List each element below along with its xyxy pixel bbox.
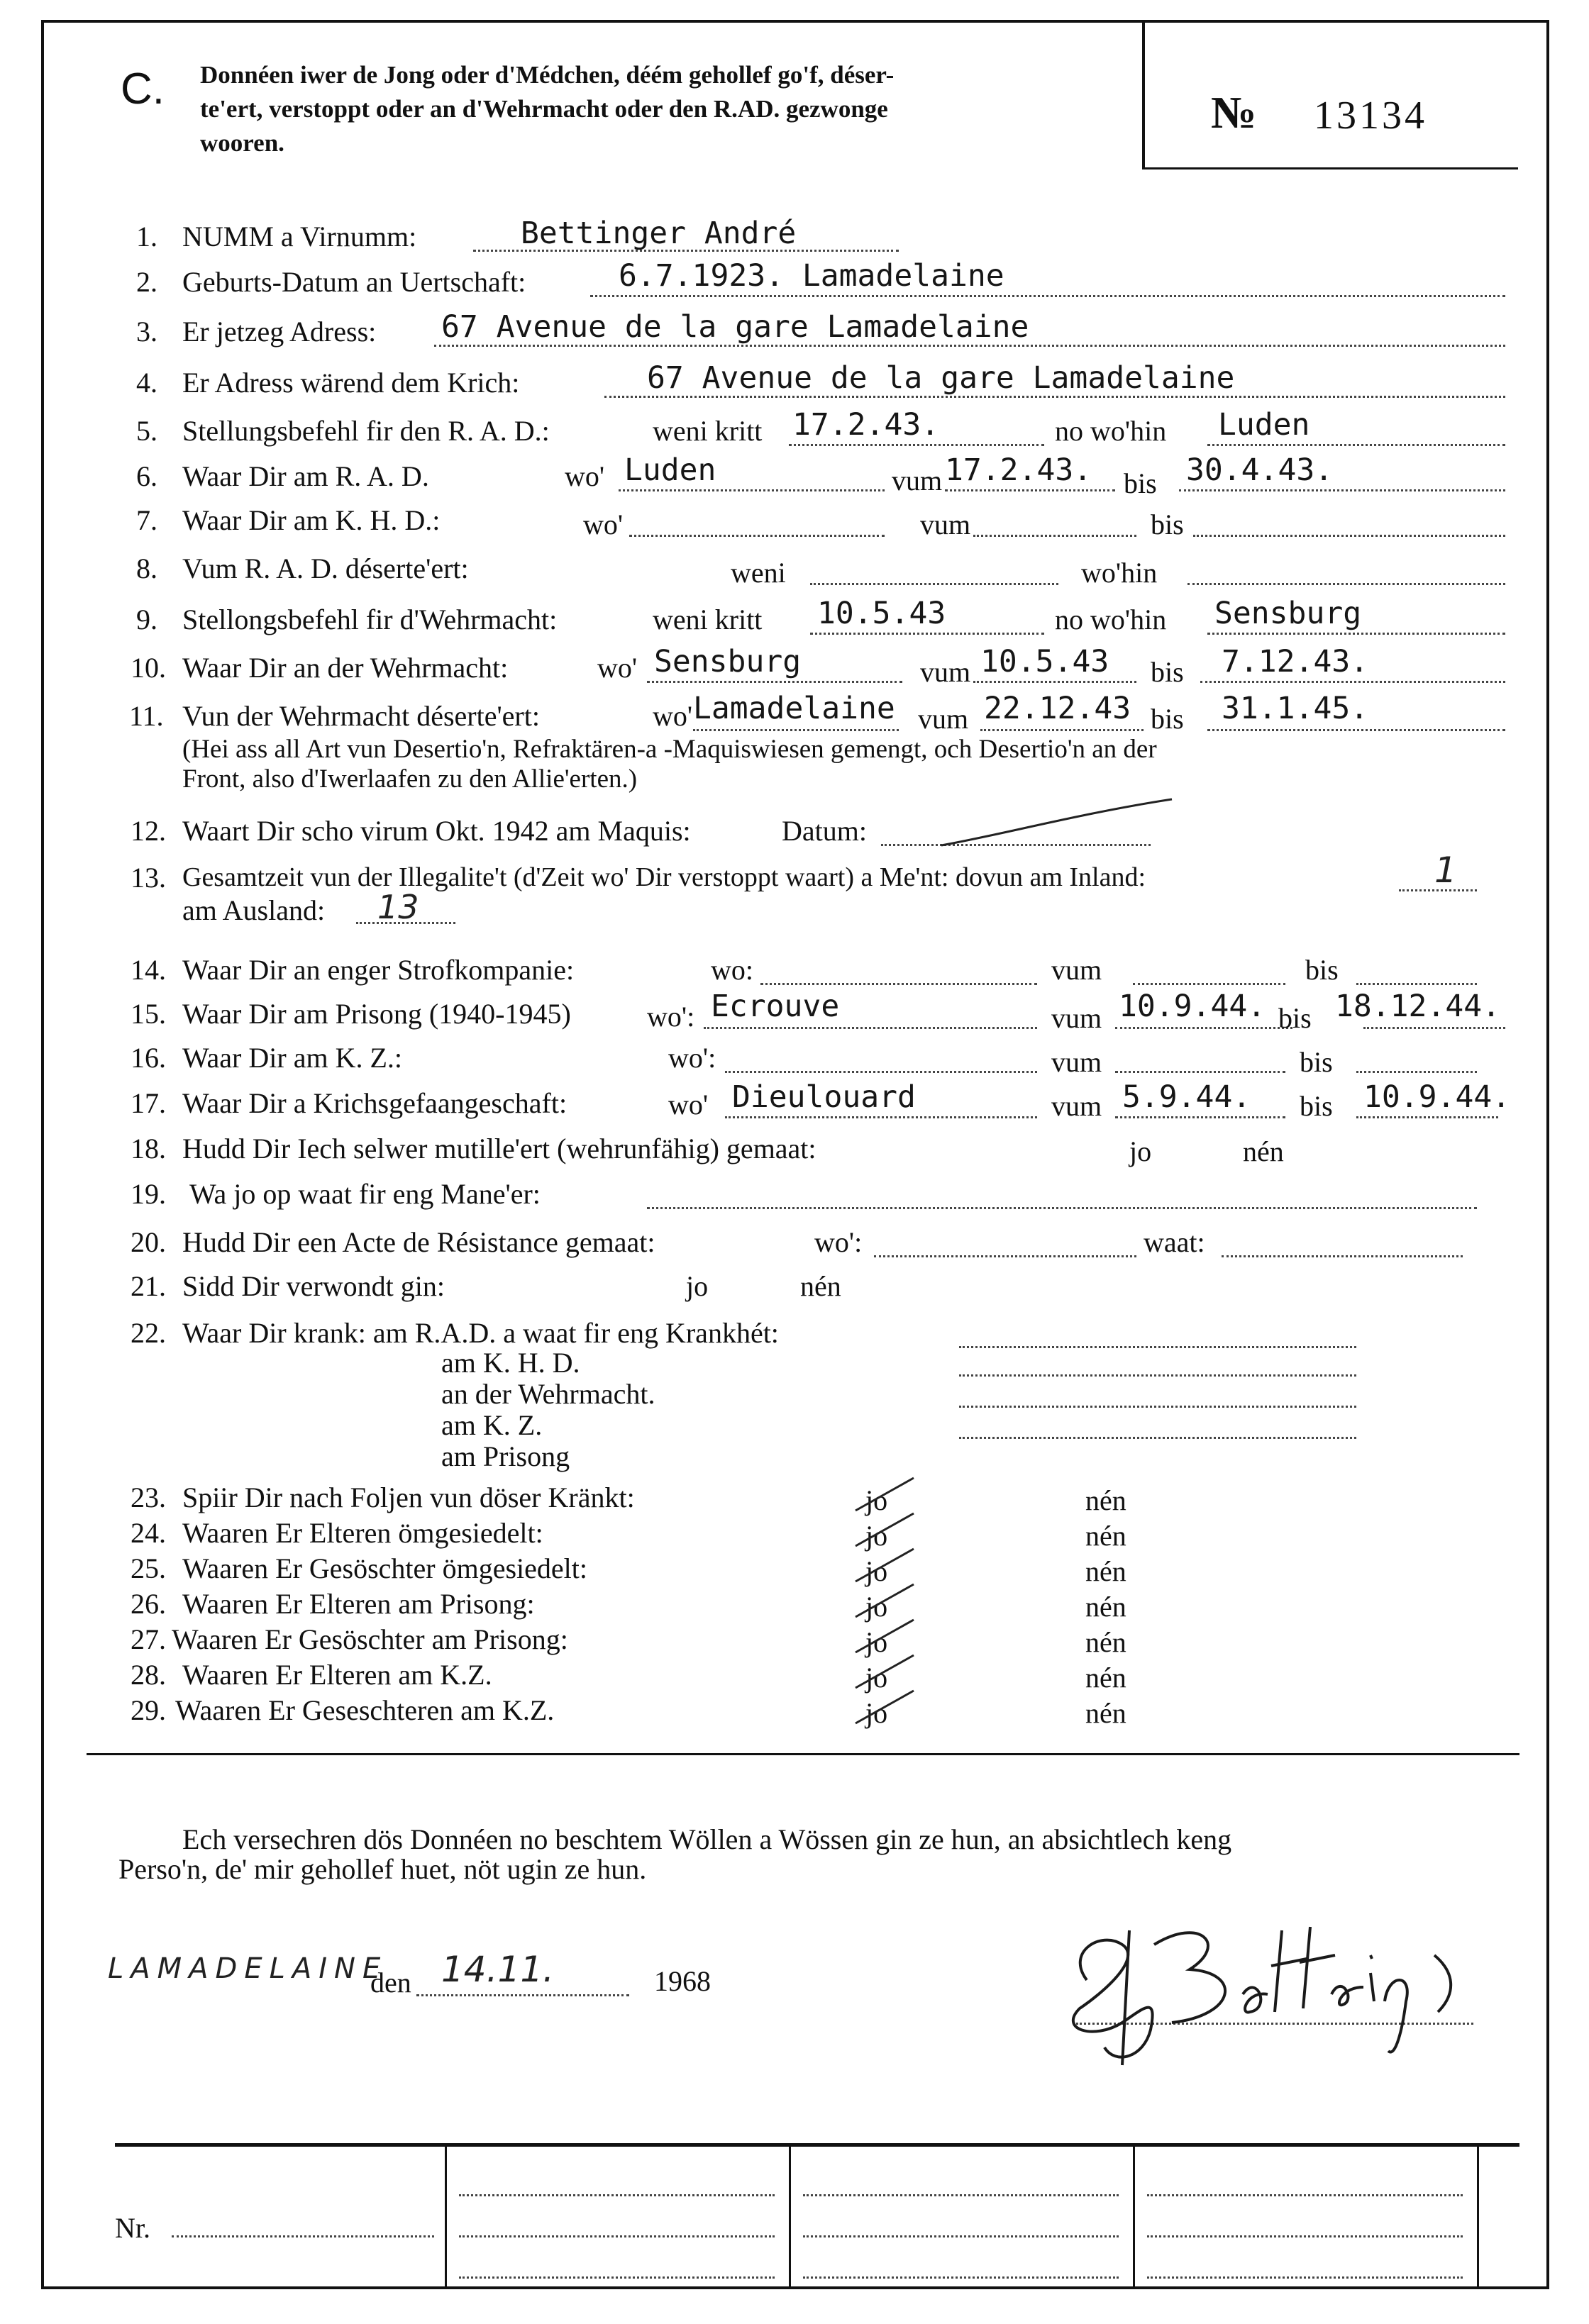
desertion-from: 22.12.43 — [984, 691, 1131, 726]
row-label: Waaren Er Gesöschter ömgesiedelt: — [182, 1552, 587, 1584]
prison-to: 18.12.44. — [1335, 989, 1500, 1024]
row-number: 9. — [136, 604, 157, 635]
row-word: Datum: — [782, 815, 867, 847]
row-word: wo' — [583, 508, 624, 540]
row-label: Waar Dir krank: am R.A.D. a waat fir eng Krankhét: — [182, 1317, 779, 1349]
field-line — [1147, 2194, 1463, 2196]
signing-place: LAMADELAINE — [108, 1952, 388, 1985]
captivity-to: 10.9.44. — [1363, 1079, 1511, 1115]
row-number: 1. — [136, 221, 157, 252]
nen-option: nén — [800, 1270, 841, 1302]
field-line — [803, 2276, 1119, 2279]
field-line — [959, 1374, 1356, 1377]
row-label: Hudd Dir Iech selwer mutille'ert (wehrunfähig) gemaat: — [182, 1133, 816, 1164]
row-number: 28. — [131, 1659, 166, 1691]
nen-option: nén — [1085, 1626, 1126, 1658]
row-label: Spiir Dir nach Foljen vun döser Kränkt: — [182, 1481, 635, 1513]
form-page — [41, 20, 1549, 2289]
row-label: Waar Dir am K. Z.: — [182, 1042, 402, 1074]
row-number: 16. — [131, 1042, 166, 1074]
row-label: Waar Dir am R. A. D. — [182, 460, 429, 492]
row-number: 24. — [131, 1517, 166, 1549]
row-label: Waar Dir am K. H. D.: — [182, 504, 441, 536]
name-value: Bettinger André — [521, 216, 797, 251]
illness-sub: am K. H. D. — [441, 1347, 580, 1379]
row-word: wo' — [597, 652, 638, 684]
field-line — [959, 1346, 1356, 1348]
field-line — [803, 2194, 1119, 2196]
field-line — [803, 2235, 1119, 2237]
field-line — [1207, 444, 1505, 446]
wehrmacht-order-date: 10.5.43 — [817, 596, 946, 631]
field-line — [1193, 535, 1505, 537]
row-number: 14. — [131, 954, 166, 986]
row-number: 20. — [131, 1226, 166, 1258]
field-line — [416, 1994, 629, 1996]
desertion-to: 31.1.45. — [1222, 691, 1369, 726]
row-number: 29. — [131, 1694, 166, 1726]
field-line — [1356, 1071, 1477, 1073]
jo-option: jo — [865, 1697, 888, 1729]
row-label: NUMM a Virnumm: — [182, 221, 417, 252]
illegality-inland: 1 — [1434, 850, 1457, 891]
row-word: vum — [920, 508, 971, 540]
form-title-line2: te'ert, verstoppt oder an d'Wehrmacht oder den R.AD. gezwonge — [200, 95, 888, 123]
field-line — [459, 2235, 775, 2237]
field-line — [959, 1437, 1356, 1439]
field-line — [1115, 1116, 1285, 1118]
illness-sub: am K. Z. — [441, 1409, 543, 1441]
row-number: 3. — [136, 316, 157, 348]
field-line — [1207, 633, 1505, 635]
illness-sub: am Prisong — [441, 1440, 570, 1472]
footer-col-divider — [1477, 2143, 1479, 2289]
row-number: 25. — [131, 1552, 166, 1584]
row-word: no wo'hin — [1055, 415, 1167, 447]
address-field-line — [434, 345, 1505, 347]
field-line — [1356, 1116, 1498, 1118]
row-label: Waaren Er Elteren ömgesiedelt: — [182, 1517, 543, 1549]
row-word: bis — [1151, 656, 1184, 688]
jo-option: jo — [1129, 1135, 1152, 1167]
field-line — [973, 535, 1136, 537]
form-letter: C. — [121, 65, 165, 113]
address-value: 67 Avenue de la gare Lamadelaine — [441, 309, 1029, 345]
illegality-abroad: 13 — [377, 888, 419, 926]
desertion-note-line2: Front, also d'Iwerlaafen zu den Allie'erten.) — [182, 765, 638, 794]
header-divider — [1142, 23, 1145, 167]
declaration-line1: Ech versechren dös Donnéen no beschtem Wöllen a Wössen gin ze hun, an absichtlech keng — [182, 1823, 1232, 1855]
row-number: 10. — [131, 652, 166, 684]
field-line — [1147, 2276, 1463, 2279]
signature — [1037, 1888, 1477, 2079]
nen-option: nén — [1085, 1484, 1126, 1516]
row-word: wo' — [653, 700, 693, 732]
strike-mark — [853, 1686, 917, 1729]
captivity-from: 5.9.44. — [1122, 1079, 1251, 1115]
row-number: 26. — [131, 1588, 166, 1620]
row-label: Er Adress wärend dem Krich: — [182, 367, 520, 399]
field-line — [1200, 681, 1505, 683]
field-line — [959, 1406, 1356, 1408]
field-line — [810, 633, 1044, 635]
row-word: vum — [918, 703, 969, 735]
row-number: 11. — [129, 700, 164, 732]
field-line — [1187, 583, 1505, 585]
row-label: Waaren Er Gesöschter am Prisong: — [172, 1623, 568, 1655]
field-line — [1207, 729, 1505, 731]
row-word: weni — [731, 557, 786, 589]
footer-nr-label: Nr. — [115, 2212, 150, 2244]
row-label: Vum R. A. D. déserte'ert: — [182, 552, 469, 584]
section-rule — [87, 1753, 1519, 1755]
row-word: wo: — [711, 954, 753, 986]
birth-field-line — [590, 295, 1505, 297]
row-word: bis — [1305, 954, 1339, 986]
row-label: Waart Dir scho virum Okt. 1942 am Maquis: — [182, 815, 691, 847]
row-label: Hudd Dir een Acte de Résistance gemaat: — [182, 1226, 655, 1258]
row-label: Stellungsbefehl fir den R. A. D.: — [182, 415, 550, 447]
birth-value: 6.7.1923. Lamadelaine — [619, 258, 1004, 294]
row-label: Waar Dir a Krichsgefaangeschaft: — [182, 1087, 568, 1119]
footer-col-divider — [445, 2143, 447, 2289]
desertion-note-line1: (Hei ass all Art vun Desertio'n, Refraktären-a -Maquiswiesen gemengt, och Desertio'n an der — [182, 735, 1157, 764]
row-word: no wo'hin — [1055, 604, 1167, 635]
row-word: bis — [1151, 508, 1184, 540]
jo-option: jo — [686, 1270, 709, 1302]
row-word: weni kritt — [653, 415, 763, 447]
signing-date: 14.11. — [441, 1949, 555, 1990]
field-line — [459, 2194, 775, 2196]
row-number: 22. — [131, 1317, 166, 1349]
row-number: 21. — [131, 1270, 166, 1302]
row-word: wo' — [668, 1089, 709, 1121]
jo-option: jo — [865, 1484, 888, 1516]
field-line — [1222, 1255, 1463, 1257]
field-line — [725, 1071, 1037, 1073]
field-line — [1133, 983, 1285, 985]
field-line — [789, 444, 1044, 446]
captivity-place: Dieulouard — [732, 1079, 916, 1115]
field-line — [1115, 1027, 1292, 1029]
field-line — [1147, 2235, 1463, 2237]
field-line — [810, 583, 1058, 585]
form-number: 13134 — [1314, 94, 1427, 138]
row-number: 6. — [136, 460, 157, 492]
field-line — [172, 2235, 434, 2237]
desertion-place: Lamadelaine — [693, 691, 895, 726]
field-line — [1356, 983, 1477, 985]
field-line — [647, 681, 902, 683]
field-line — [945, 489, 1115, 491]
nen-option: nén — [1085, 1555, 1126, 1587]
field-line — [980, 729, 1144, 731]
row-word: vum — [920, 656, 971, 688]
illness-sub: an der Wehrmacht. — [441, 1378, 655, 1410]
row-word: wo': — [668, 1042, 716, 1074]
field-line — [973, 681, 1136, 683]
row-label: Waaren Er Elteren am Prisong: — [182, 1588, 535, 1620]
row-word: wo': — [814, 1226, 863, 1258]
row-label: Waaren Er Geseschteren am K.Z. — [175, 1694, 555, 1726]
footer-rule-top — [115, 2143, 1519, 2147]
row-word: bis — [1278, 1002, 1312, 1034]
field-line — [1115, 1071, 1285, 1073]
field-line — [1363, 1027, 1505, 1029]
row-word: bis — [1300, 1046, 1333, 1078]
row-label: Waar Dir an der Wehrmacht: — [182, 652, 509, 684]
row-word: vum — [1051, 954, 1102, 986]
row-number: 7. — [136, 504, 157, 536]
header-rule — [1142, 167, 1518, 169]
field-line — [760, 983, 1037, 985]
row-label: Wa jo op waat fir eng Mane'er: — [189, 1178, 541, 1210]
row-word: bis — [1151, 703, 1184, 735]
row-word: wo'hin — [1081, 557, 1158, 589]
row-word: bis — [1300, 1090, 1333, 1122]
field-line — [619, 489, 885, 491]
row-word: vum — [892, 465, 943, 496]
wehrmacht-order-place: Sensburg — [1214, 596, 1362, 631]
row-word: vum — [1051, 1046, 1102, 1078]
field-line — [629, 535, 885, 537]
row-word: wo' — [565, 460, 605, 492]
row-number: 2. — [136, 266, 157, 298]
row-number: 4. — [136, 367, 157, 399]
field-line — [1179, 489, 1505, 491]
wehrmacht-to: 7.12.43. — [1222, 644, 1369, 679]
row-label: am Ausland: — [182, 894, 326, 926]
prison-from: 10.9.44. — [1119, 989, 1266, 1024]
row-label: Gesamtzeit vun der Illegalite't (d'Zeit wo' Dir verstoppt waart) a Me'nt: dovun am Inland: — [182, 862, 1146, 892]
form-title-line3: wooren. — [200, 129, 284, 157]
row-label: Vun der Wehrmacht déserte'ert: — [182, 700, 540, 732]
row-label: Stellongsbefehl fir d'Wehrmacht: — [182, 604, 558, 635]
field-line — [647, 1207, 1477, 1209]
row-number: 27. — [131, 1623, 166, 1655]
row-word: weni kritt — [653, 604, 763, 635]
field-line — [459, 2276, 775, 2279]
nen-option: nén — [1243, 1135, 1284, 1167]
row-number: 13. — [131, 862, 166, 894]
row-number: 5. — [136, 415, 157, 447]
form-title-line1: Donnéen iwer de Jong oder d'Médchen, déém gehollef go'f, déser- — [200, 61, 895, 89]
jo-option: jo — [865, 1520, 888, 1552]
row-word: wo': — [647, 1001, 695, 1033]
rad-place: Luden — [624, 452, 716, 488]
row-word: vum — [1051, 1090, 1102, 1122]
rad-order-place: Luden — [1218, 407, 1310, 443]
rad-order-date: 17.2.43. — [792, 407, 940, 443]
date-den: den — [370, 1967, 411, 1998]
row-label: Waar Dir an enger Strofkompanie: — [182, 954, 575, 986]
declaration-line2: Perso'n, de' mir gehollef huet, nöt ugin ze hun. — [118, 1853, 647, 1885]
row-label: Sidd Dir verwondt gin: — [182, 1270, 445, 1302]
nen-option: nén — [1085, 1697, 1126, 1729]
footer-col-divider — [789, 2143, 791, 2289]
row-word: vum — [1051, 1002, 1102, 1034]
jo-option: jo — [865, 1555, 888, 1587]
row-label: Geburts-Datum an Uertschaft: — [182, 266, 526, 298]
row-label: Waaren Er Elteren am K.Z. — [182, 1659, 492, 1691]
rad-from: 17.2.43. — [945, 452, 1092, 488]
prison-place: Ecrouve — [711, 989, 840, 1024]
nen-option: nén — [1085, 1520, 1126, 1552]
blank-stroke — [938, 796, 1179, 852]
jo-option: jo — [865, 1662, 888, 1694]
jo-option: jo — [865, 1626, 888, 1658]
row-word: waat: — [1144, 1226, 1205, 1258]
field-line — [704, 1027, 1037, 1029]
war-address-value: 67 Avenue de la gare Lamadelaine — [647, 360, 1235, 396]
field-line — [693, 729, 899, 731]
rad-to: 30.4.43. — [1186, 452, 1334, 488]
signing-year: 1968 — [654, 1965, 711, 1997]
war-address-field-line — [604, 396, 1505, 398]
nen-option: nén — [1085, 1662, 1126, 1694]
row-number: 15. — [131, 998, 166, 1030]
field-line — [874, 1255, 1136, 1257]
row-number: 18. — [131, 1133, 166, 1164]
wehrmacht-place: Sensburg — [654, 644, 802, 679]
row-number: 12. — [131, 815, 166, 847]
jo-option: jo — [865, 1591, 888, 1623]
nen-option: nén — [1085, 1591, 1126, 1623]
wehrmacht-from: 10.5.43 — [980, 644, 1109, 679]
footer-col-divider — [1133, 2143, 1135, 2289]
row-label: Waar Dir am Prisong (1940-1945) — [182, 998, 571, 1030]
field-line — [725, 1116, 1037, 1118]
row-number: 19. — [131, 1178, 166, 1210]
number-symbol: № — [1211, 87, 1257, 138]
row-word: bis — [1124, 467, 1157, 499]
row-number: 17. — [131, 1087, 166, 1119]
row-number: 23. — [131, 1481, 166, 1513]
row-label: Er jetzeg Adress: — [182, 316, 377, 348]
row-number: 8. — [136, 552, 157, 584]
